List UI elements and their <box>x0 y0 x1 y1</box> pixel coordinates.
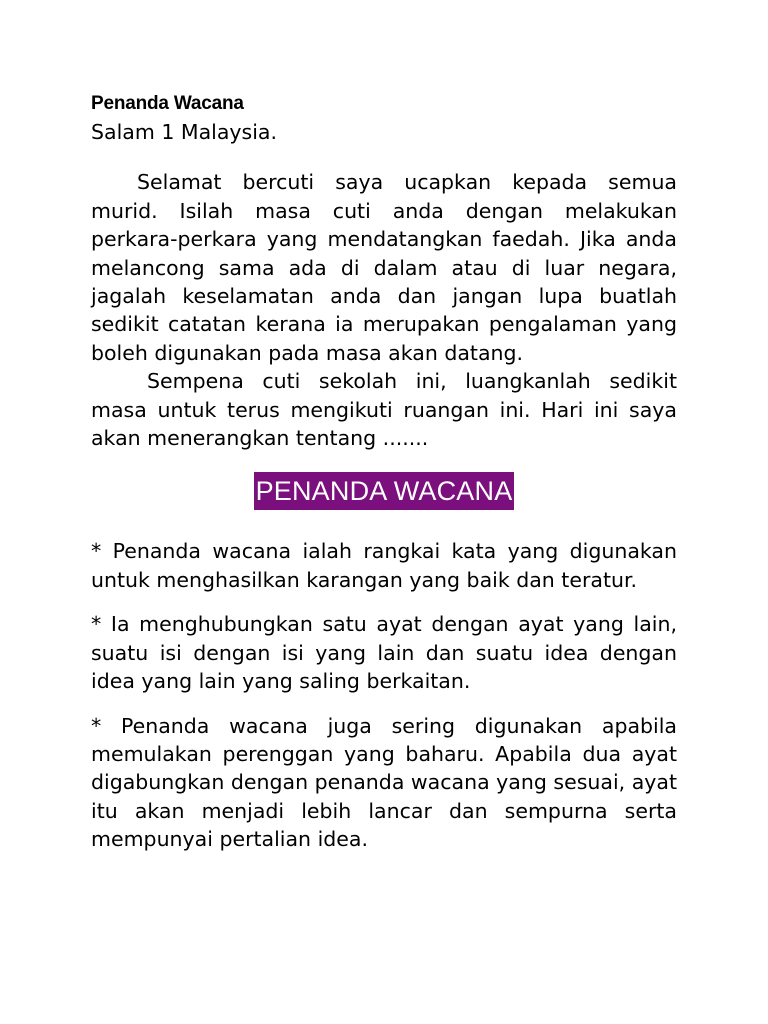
section-banner: PENANDA WACANA <box>254 472 515 510</box>
bullet-point-definition: * Penanda wacana ialah rangkai kata yang digunakan untuk menghasilkan karangan yang baik dan teratur. <box>91 539 677 592</box>
greeting-line: Salam 1 Malaysia. <box>91 120 277 144</box>
bullet-point-connection: * Ia menghubungkan satu ayat dengan ayat yang lain, suatu isi dengan isi yang lain dan suatu idea dengan idea yang lain yang saling berkaitan. <box>91 612 677 694</box>
document-title: Penanda Wacana <box>91 93 244 114</box>
intro-paragraph: Selamat bercuti saya ucapkan kepada semua murid. Isilah masa cuti anda dengan melakukan perkara-perkara yang mendatangkan faedah. Jika anda melancong sama ada di dalam atau di luar negara, jagalah keselamatan anda dan jangan lupa buatlah sedikit catatan kerana ia merupakan pengalaman yang boleh digunakan pada masa akan datang. <box>91 170 677 365</box>
bullet-point-usage: * Penanda wacana juga sering digunakan apabila memulakan perenggan yang baharu. Apabila dua ayat digabungkan dengan penanda wacana yang sesuai, ayat itu akan menjadi lebih lancar dan sempurna serta mempunyai pertalian idea. <box>91 713 677 852</box>
topic-intro-paragraph: Sempena cuti sekolah ini, luangkanlah sedikit masa untuk terus mengikuti ruangan ini. Hari ini saya akan menerangkan tentang ....... <box>91 369 677 451</box>
document-page <box>91 92 677 854</box>
section-banner-container <box>91 472 677 512</box>
